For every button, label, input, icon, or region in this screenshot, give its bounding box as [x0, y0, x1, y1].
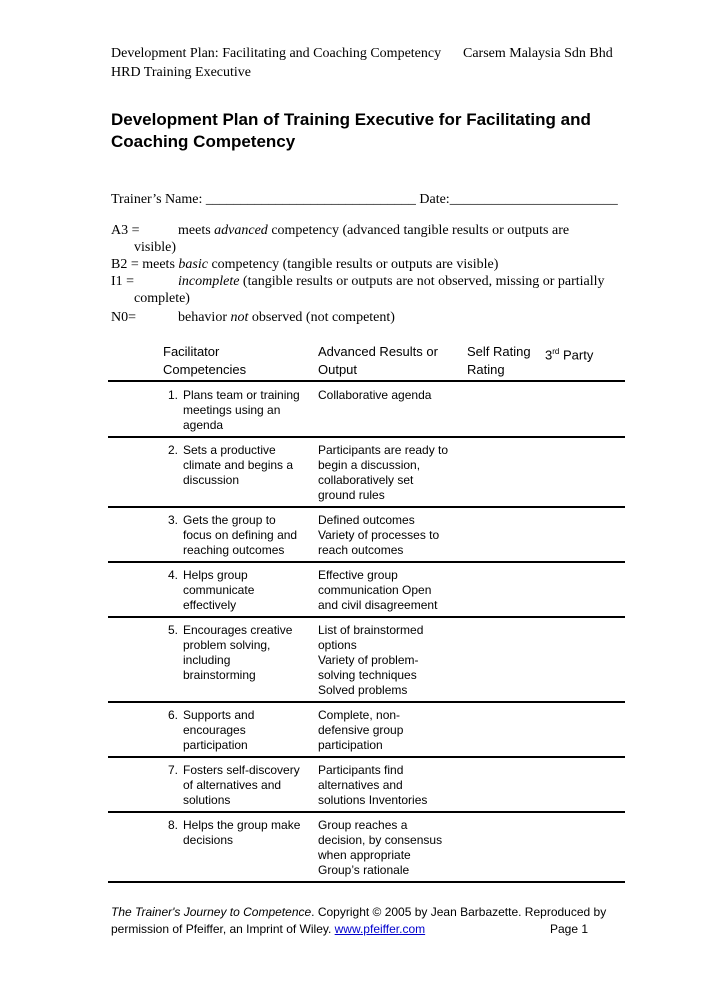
- legend-b2-text: B2 = meets basic competency (tangible results or outputs are visible): [111, 257, 499, 272]
- legend-n0-text: behavior not observed (not competent): [178, 310, 395, 325]
- row-divider: [108, 616, 625, 618]
- competency-number: 4.: [168, 568, 179, 582]
- running-header-title: Development Plan: Facilitating and Coaching Competency: [111, 46, 442, 61]
- competency-description: Encourages creative problem solving, including brainstorming: [183, 623, 293, 682]
- column-header-third-party: 3rd Party: [545, 347, 594, 363]
- advanced-result-output: Complete, non- defensive group participation: [318, 708, 404, 752]
- competency-description: Helps group communicate effectively: [183, 568, 255, 612]
- competency-description: Helps the group make decisions: [183, 818, 301, 847]
- competency-number: 6.: [168, 708, 179, 722]
- advanced-result-output: Collaborative agenda: [318, 388, 432, 402]
- page-number: Page 1: [550, 922, 589, 936]
- competency-number: 2.: [168, 443, 179, 457]
- legend-a3-text: meets advanced competency (advanced tangible results or outputs are: [178, 223, 570, 238]
- legend-a3-code: A3 =: [111, 223, 140, 238]
- legend-i1-continuation: complete): [134, 291, 190, 306]
- page-title-line-2: Coaching Competency: [111, 132, 296, 151]
- column-header-self-rating: Self Rating Rating: [467, 344, 531, 377]
- advanced-result-output: List of brainstormed options Variety of problem- solving techniques Solved problems: [318, 623, 424, 697]
- pfeiffer-link[interactable]: www.pfeiffer.com: [334, 922, 426, 936]
- row-divider: [108, 436, 625, 438]
- advanced-result-output: Effective group communication Open and civil disagreement: [318, 568, 438, 612]
- trainer-name-date-line: Trainer’s Name: ______________________________ Date:________________________: [111, 192, 618, 207]
- row-divider: [108, 811, 625, 813]
- row-divider: [108, 881, 625, 883]
- legend-n0-code: N0=: [111, 310, 137, 325]
- running-header-role: HRD Training Executive: [111, 65, 251, 80]
- competency-number: 5.: [168, 623, 179, 637]
- footer-permission-line: permission of Pfeiffer, an Imprint of Wiley. www.pfeiffer.com: [111, 922, 426, 936]
- competency-description: Plans team or training meetings using an agenda: [183, 388, 300, 432]
- competency-number: 7.: [168, 763, 179, 777]
- page-title-line-1: Development Plan of Training Executive for Facilitating and: [111, 110, 591, 129]
- footer-copyright-line: The Trainer's Journey to Competence. Copyright © 2005 by Jean Barbazette. Reproduced by: [111, 905, 607, 919]
- running-header-company: Carsem Malaysia Sdn Bhd: [463, 46, 613, 61]
- column-header-results: Advanced Results or Output: [318, 344, 438, 377]
- legend-a3-continuation: visible): [134, 240, 176, 255]
- legend-i1-code: I1 =: [111, 274, 135, 289]
- competency-description: Fosters self-discovery of alternatives and solutions: [183, 763, 300, 807]
- legend-i1-text: incomplete (tangible results or outputs are not observed, missing or partially: [178, 274, 605, 289]
- competency-number: 8.: [168, 818, 179, 832]
- row-divider: [108, 701, 625, 703]
- column-header-facilitator: Facilitator Competencies: [163, 344, 247, 377]
- advanced-result-output: Participants find alternatives and solutions Inventories: [318, 763, 428, 807]
- competency-description: Sets a productive climate and begins a discussion: [183, 443, 294, 487]
- competency-description: Gets the group to focus on defining and reaching outcomes: [183, 513, 298, 557]
- competency-number: 1.: [168, 388, 179, 402]
- row-divider: [108, 561, 625, 563]
- competency-number: 3.: [168, 513, 179, 527]
- advanced-result-output: Group reaches a decision, by consensus when appropriate Group’s rationale: [318, 818, 443, 877]
- table-header-divider: [108, 380, 625, 382]
- row-divider: [108, 756, 625, 758]
- competency-description: Supports and encourages participation: [183, 708, 255, 752]
- row-divider: [108, 506, 625, 508]
- advanced-result-output: Participants are ready to begin a discussion, collaboratively set ground rules: [318, 443, 449, 502]
- advanced-result-output: Defined outcomes Variety of processes to reach outcomes: [318, 513, 440, 557]
